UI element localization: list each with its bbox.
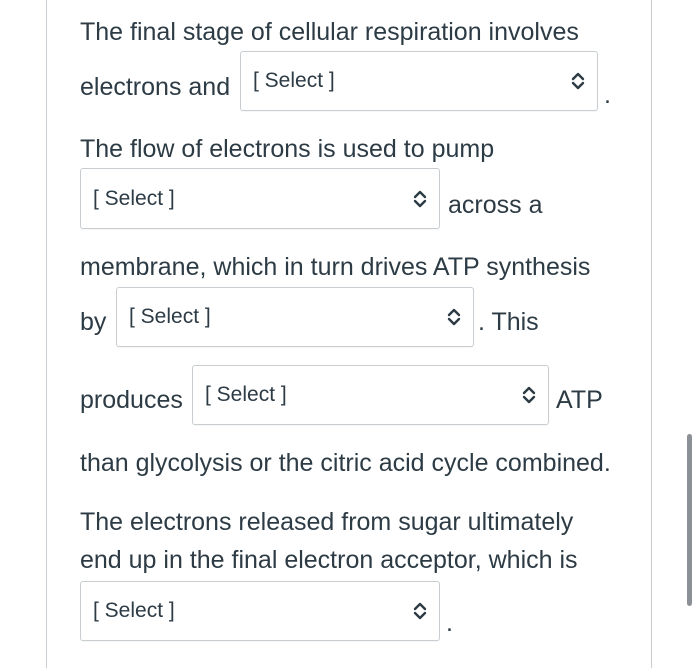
question-text-fragment: . This bbox=[478, 308, 539, 336]
answer-select-4[interactable] bbox=[192, 365, 549, 425]
answer-select-3[interactable] bbox=[116, 287, 474, 347]
question-text-fragment: ATP bbox=[556, 386, 603, 414]
question-text-line: The final stage of cellular respiration involves bbox=[80, 18, 579, 46]
chevron-up-down-icon bbox=[522, 386, 536, 404]
answer-select-5[interactable] bbox=[80, 581, 440, 641]
sentence-period: . bbox=[604, 81, 611, 109]
select-placeholder: [ Select ] bbox=[93, 186, 175, 210]
answer-select-2[interactable] bbox=[80, 168, 440, 229]
chevron-up-down-icon bbox=[571, 72, 585, 90]
question-text-line: The electrons released from sugar ultimately bbox=[80, 508, 574, 536]
sentence-period: . bbox=[446, 609, 453, 637]
question-text-line: than glycolysis or the citric acid cycle combined. bbox=[80, 449, 611, 477]
chevron-up-down-icon bbox=[413, 190, 427, 208]
question-text-line: electrons and bbox=[80, 73, 231, 101]
question-text-line: membrane, which in turn drives ATP synthesis bbox=[80, 253, 591, 281]
select-placeholder: [ Select ] bbox=[205, 383, 287, 406]
chevron-up-down-icon bbox=[447, 308, 461, 326]
content-left-border bbox=[46, 0, 47, 668]
question-text-line: end up in the final electron acceptor, which is bbox=[80, 546, 578, 574]
question-text-fragment: across a bbox=[448, 191, 543, 219]
select-placeholder: [ Select ] bbox=[253, 69, 335, 92]
select-placeholder: [ Select ] bbox=[129, 305, 211, 328]
content-right-border bbox=[651, 0, 652, 668]
question-text-line: The flow of electrons is used to pump bbox=[80, 135, 495, 163]
select-placeholder: [ Select ] bbox=[93, 599, 175, 622]
question-text-fragment: produces bbox=[80, 386, 183, 414]
scrollbar-thumb[interactable] bbox=[687, 434, 692, 606]
chevron-up-down-icon bbox=[413, 602, 427, 620]
answer-select-1[interactable] bbox=[240, 51, 598, 111]
question-text-fragment: by bbox=[80, 308, 107, 336]
